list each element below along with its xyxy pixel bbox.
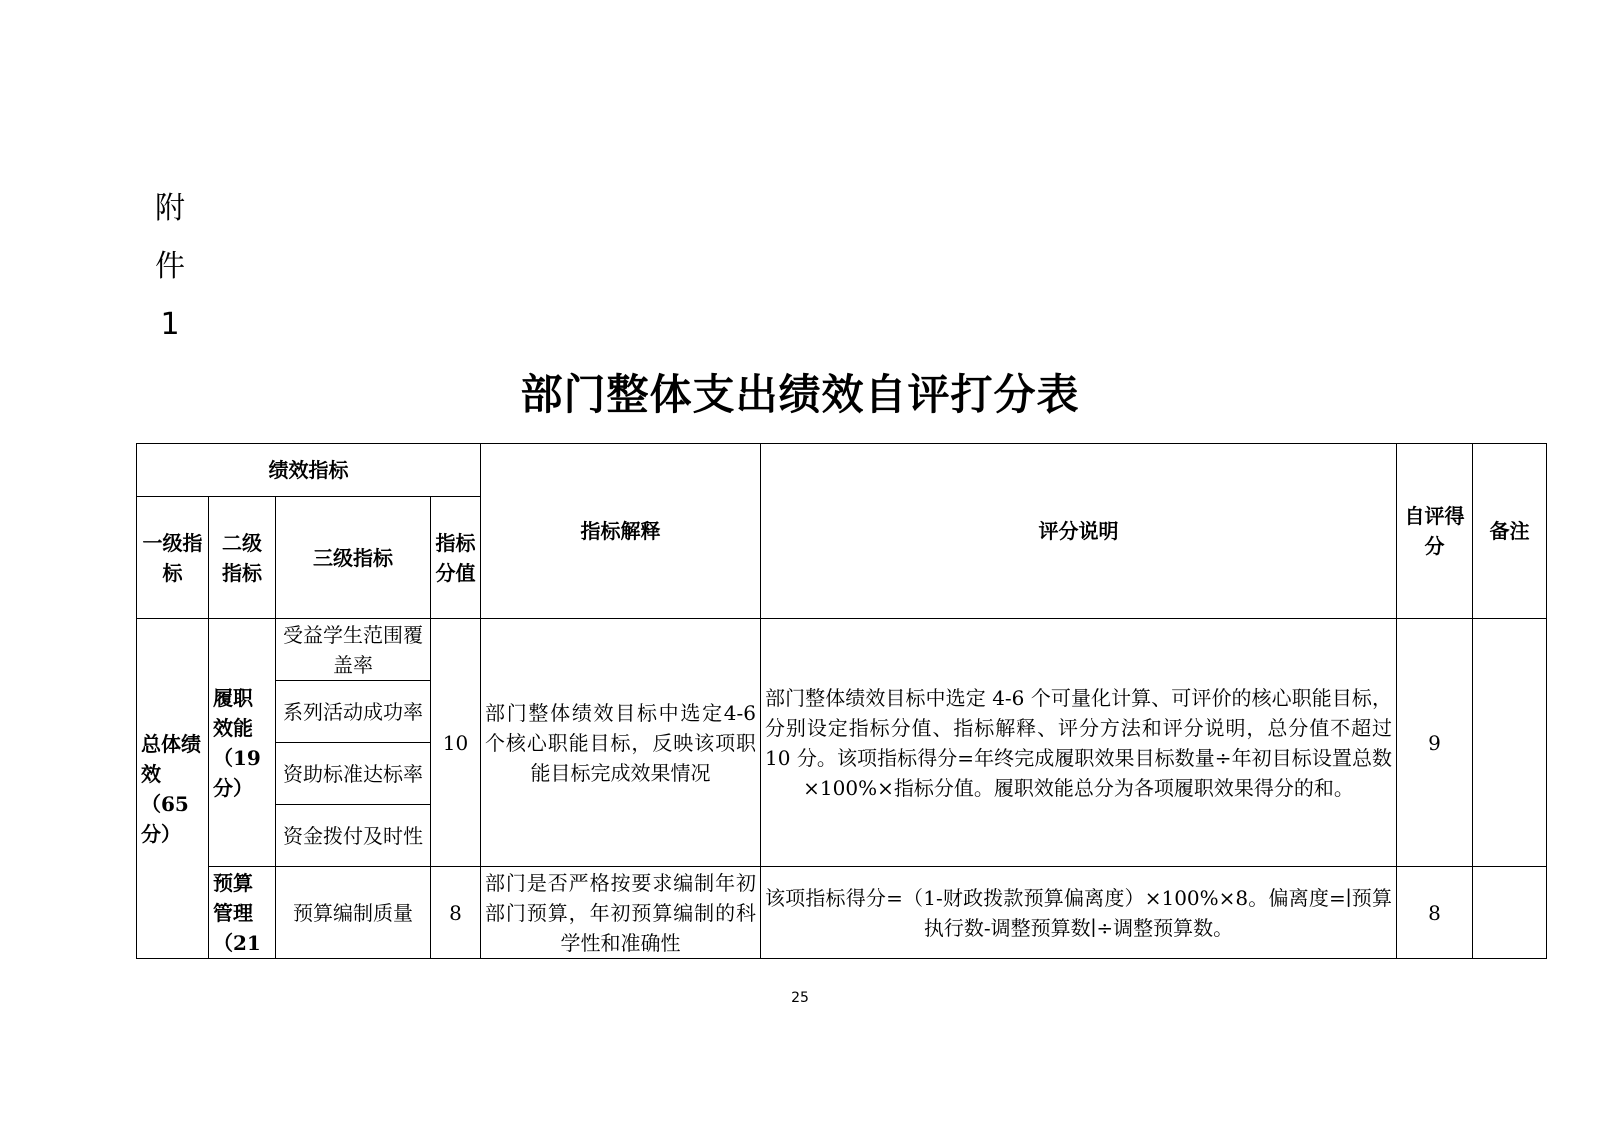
annex-char: 1: [160, 307, 180, 342]
table-row: [137, 619, 1547, 681]
level3-cell: 资金拨付及时性: [276, 805, 431, 867]
page-number: 25: [791, 990, 809, 1006]
scoring-cell: 部门整体绩效目标中选定 4-6 个可量化计算、可评价的核心职能目标，分别设定指标分值、指标解释、评分方法和评分说明，总分值不超过 10 分。该项指标得分=年终完成履职效果目标数量÷年初目标设置总数×100%×指标分值。履职效能总分为各项履职效果得分的和。: [761, 619, 1397, 867]
remark-cell: [1473, 619, 1547, 867]
level3-cell: 受益学生范围覆盖率: [276, 619, 431, 681]
page-title: 部门整体支出绩效自评打分表: [520, 370, 1080, 419]
header-remark: 备注: [1473, 444, 1547, 619]
self-score-cell: 8: [1397, 867, 1473, 959]
table-row: [137, 867, 1547, 959]
annex-char: 件: [155, 249, 185, 284]
weight-cell: 8: [431, 867, 481, 959]
header-level1: 一级指标: [137, 497, 209, 619]
header-scoring: 评分说明: [761, 444, 1397, 619]
header-level3: 三级指标: [276, 497, 431, 619]
header-indicator-group: 绩效指标: [137, 444, 481, 497]
self-score-cell: 9: [1397, 619, 1473, 867]
explain-cell: 部门整体绩效目标中选定4-6 个核心职能目标，反映该项职能目标完成效果情况: [481, 619, 761, 867]
level3-cell: 预算编制质量: [276, 867, 431, 959]
explain-cell: 部门是否严格按要求编制年初部门预算，年初预算编制的科学性和准确性: [481, 867, 761, 959]
header-level2: 二级指标: [209, 497, 276, 619]
weight-cell: 10: [431, 619, 481, 867]
header-explain: 指标解释: [481, 444, 761, 619]
score-table: [136, 443, 1547, 959]
header-weight: 指标分值: [431, 497, 481, 619]
remark-cell: [1473, 867, 1547, 959]
level2-cell: 预算管理（21: [209, 867, 276, 959]
level3-cell: 资助标准达标率: [276, 743, 431, 805]
annex-char: 附: [155, 191, 185, 226]
level1-cell: 总体绩效（65分）: [137, 619, 209, 959]
scoring-cell: 该项指标得分=（1-财政拨款预算偏离度）×100%×8。偏离度=∣预算执行数-调整预算数∣÷调整预算数。: [761, 867, 1397, 959]
header-self-score: 自评得分: [1397, 444, 1473, 619]
annex-label: [150, 180, 190, 354]
level3-cell: 系列活动成功率: [276, 681, 431, 743]
level2-cell: 履职效能（19分）: [209, 619, 276, 867]
